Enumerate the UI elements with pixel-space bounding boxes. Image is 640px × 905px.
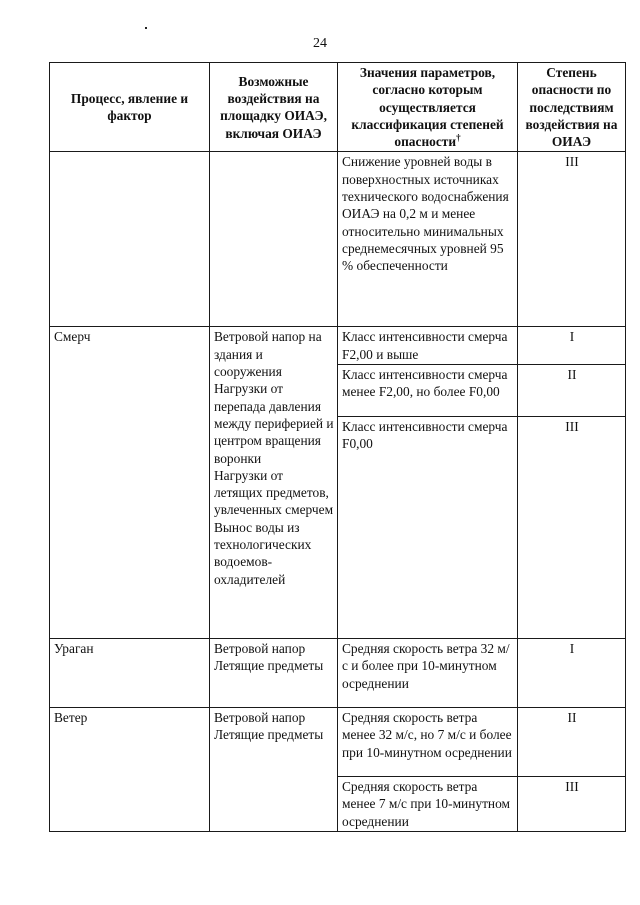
footnote-mark: † [456, 132, 461, 143]
cell-effects [210, 152, 338, 327]
header-effects: Возможные воздействия на площадку ОИАЭ, включая ОИАЭ [210, 63, 338, 152]
cell-factor [50, 152, 210, 327]
page-number: 24 [313, 36, 327, 51]
cell-value: Класс интенсивности смерча F0,00 [338, 417, 518, 639]
cell-degree: III [518, 152, 626, 327]
cell-value: Снижение уровней воды в поверхностных источниках технического водоснабжения ОИАЭ на 0,2 м и менее относительно минимальных среднемесячных уровней 95 % обеспеченности [338, 152, 518, 327]
cell-effects-hurricane: Ветровой напор Летящие предметы [210, 639, 338, 708]
table-row-continued [50, 152, 626, 327]
cell-effects-tornado: Ветровой напор на здания и сооружения Нагрузки от перепада давления между периферией и центром вращения воронки Нагрузки от летящих предметов, увлеченных смерчем Вынос воды из технологических водоемов-охладителей [210, 327, 338, 639]
cell-value: Средняя скорость ветра менее 32 м/с, но 7 м/с и более при 10-минутном осреднении [338, 708, 518, 777]
hazard-classification-table [49, 62, 626, 832]
header-factor: Процесс, явление и фактор [50, 63, 210, 152]
header-values-text: Значения параметров, согласно которым осуществляется классификация степеней опасности [351, 65, 504, 150]
cell-degree: I [518, 327, 626, 365]
table-header-row [50, 63, 626, 152]
scan-speck [145, 27, 147, 29]
cell-degree: II [518, 365, 626, 417]
cell-value: Класс интенсивности смерча F2,00 и выше [338, 327, 518, 365]
cell-degree: III [518, 777, 626, 832]
header-values [338, 63, 518, 152]
cell-factor-hurricane: Ураган [50, 639, 210, 708]
cell-degree: I [518, 639, 626, 708]
table-row-tornado-1 [50, 327, 626, 365]
table-row-hurricane [50, 639, 626, 708]
cell-value: Средняя скорость ветра менее 7 м/с при 10-минутном осреднении [338, 777, 518, 832]
cell-value: Средняя скорость ветра 32 м/с и более при 10-минутном осреднении [338, 639, 518, 708]
header-degree: Степень опасности по последствиям воздействия на ОИАЭ [518, 63, 626, 152]
cell-factor-wind: Ветер [50, 708, 210, 832]
cell-value: Класс интенсивности смерча менее F2,00, но более F0,00 [338, 365, 518, 417]
cell-effects-wind: Ветровой напор Летящие предметы [210, 708, 338, 832]
cell-degree: III [518, 417, 626, 639]
cell-degree: II [518, 708, 626, 777]
cell-factor-tornado: Смерч [50, 327, 210, 639]
table-row-wind-1 [50, 708, 626, 777]
